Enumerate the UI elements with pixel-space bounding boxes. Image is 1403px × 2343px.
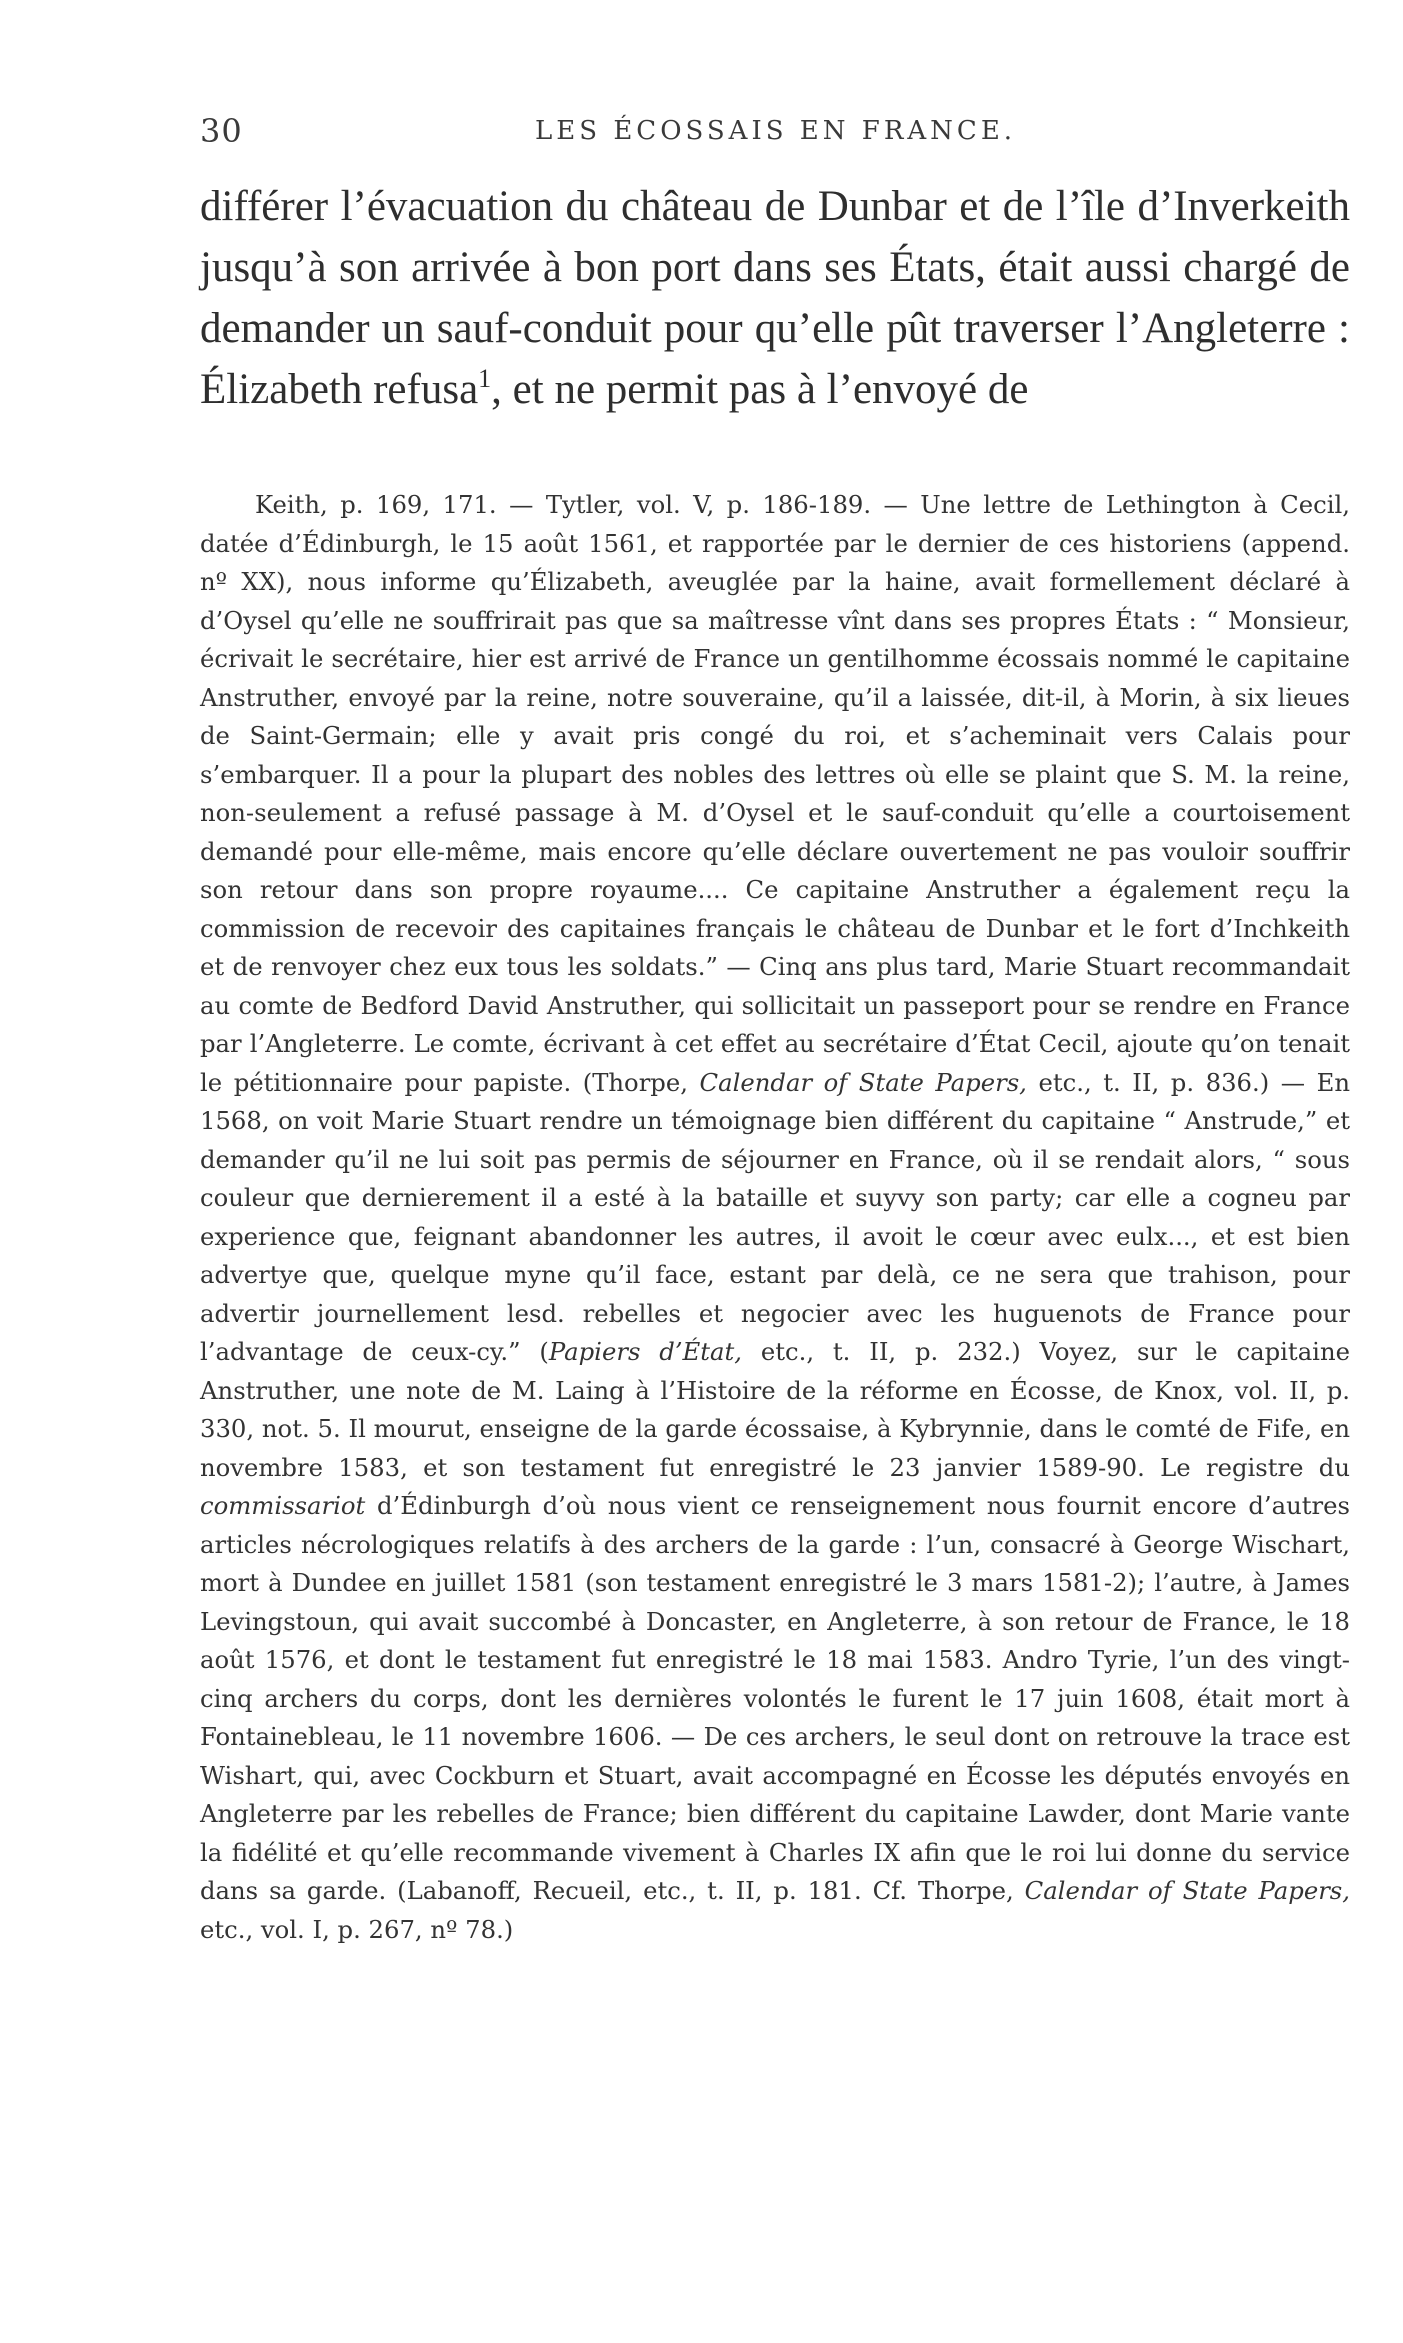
running-title: LES ÉCOSSAIS EN FRANCE. (535, 116, 1017, 146)
footnote-text: etc., t. II, p. 836.) — En 1568, on voit Marie Stuart rendre un témoignage bien différent du capitaine “ Anstrude,” et demander qu’il ne lui soit pas permis de séjourner en France, où il se rendait alors, “ sous couleur que dernierement il a esté à la bataille et suyvy son party; car elle a cogneu par experience que, feignant abandonner les autres, il avoit le cœur avec eulx..., et est bien advertye que, quelque myne qu’il face, estant par delà, ce ne sera que trahison, pour advertir journellement lesd. rebelles et negocier avec les huguenots de France pour l’advantage de ceux-cy.” ( (200, 1067, 1350, 1366)
main-text-part: , et ne permit pas à l’envoyé de (491, 366, 1029, 413)
footnote-text: Keith, p. 169, 171. — Tytler, vol. V, p. 186-189. — Une lettre de Lethington à Cecil, datée d’Édinburgh, le 15 août 1561, et rapportée par le dernier de ces historiens (append. nº XX), nous informe qu’Élizabeth, aveuglée par la haine, avait formellement déclaré à d’Oysel qu’elle ne souffrirait pas que sa maîtresse vînt dans ses propres États : “ Monsieur, écrivait le secrétaire, hier est arrivé de France un gentilhomme écossais nommé le capitaine Anstruther, envoyé par la reine, notre souveraine, qu’il a laissée, dit-il, à Morin, à six lieues de Saint-Germain; elle y avait pris congé du roi, et s’acheminait vers Calais pour s’embarquer. Il a pour la plupart des nobles des lettres où elle se plaint que S. M. la reine, non-seulement a refusé passage à M. d’Oysel et le sauf-conduit qu’elle a courtoisement demandé pour elle-même, mais encore qu’elle déclare ouvertement ne pas vouloir souffrir son retour dans son propre royaume.... Ce capitaine Anstruther a également reçu la commission de recevoir des capitaines français le château de Dunbar et le fort d’Inchkeith et de renvoyer chez eux tous les soldats.” — Cinq ans plus tard, Marie Stuart recommandait au comte de Bedford David Anstruther, qui sollicitait un passeport pour se rendre en France par l’Angleterre. Le comte, écrivant à cet effet au secrétaire d’État Cecil, ajoute qu’on tenait le pétitionnaire pour papiste. (Thorpe, (200, 490, 1350, 1097)
footnote-reference: 1 (478, 364, 492, 393)
footnote-text: etc., t. II, p. 232.) Voyez, sur le capitaine Anstruther, une note de M. Laing à l’Histoire de la réforme en Écosse, de Knox, vol. II, p. 330, not. 5. Il mourut, enseigne de la garde écossaise, à Kybrynnie, dans le comté de Fife, en novembre 1583, et son testament fut enregistré le 23 janvier 1589-90. Le registre du (200, 1337, 1350, 1482)
main-text-part: différer l’évacuation du château de Dunbar et de l’île d’Inverkeith jusqu’à son arrivée à bon port dans ses États, était aussi chargé de demander un sauf-conduit pour qu’elle pût traverser l’Angleterre : Élizabeth refusa (200, 183, 1350, 413)
footnote-italic-title: Papiers d’État, (548, 1337, 743, 1366)
footnote-italic-term: commissariot (200, 1491, 366, 1520)
page-header (200, 112, 1305, 152)
page-number: 30 (200, 112, 243, 150)
footnote-italic-title: Calendar of State Papers, (699, 1067, 1027, 1097)
footnote-text: d’Édinburgh d’où nous vient ce renseignement nous fournit encore d’autres articles nécrologiques relatifs à des archers de la garde : l’un, consacré à George Wischart, mort à Dundee en juillet 1581 (son testament enregistré le 3 mars 1581-2); l’autre, à James Levingstoun, qui avait succombé à Doncaster, en Angleterre, à son retour de France, le 18 août 1576, et dont le testament fut enregistré le 18 mai 1583. Andro Tyrie, l’un des vingt-cinq archers du corps, dont les dernières volontés le furent le 17 juin 1608, était mort à Fontainebleau, le 11 novembre 1606. — De ces archers, le seul dont on retrouve la trace est Wishart, qui, avec Cockburn et Stuart, avait accompagné en Écosse les députés envoyés en Angleterre par les rebelles de France; bien différent du capitaine Lawder, dont Marie vante la fidélité et qu’elle recommande vivement à Charles IX afin que le roi lui donne du service dans sa garde. (Labanoff, Recueil, etc., t. II, p. 181. Cf. Thorpe, (200, 1491, 1350, 1905)
footnote-italic-title: Calendar of State Papers, (1024, 1876, 1351, 1905)
main-text (200, 176, 1350, 420)
footnote-text: etc., vol. I, p. 267, nº 78.) (200, 1914, 514, 1944)
footnote-block (200, 486, 1350, 1949)
footnote-1 (200, 486, 1350, 1949)
